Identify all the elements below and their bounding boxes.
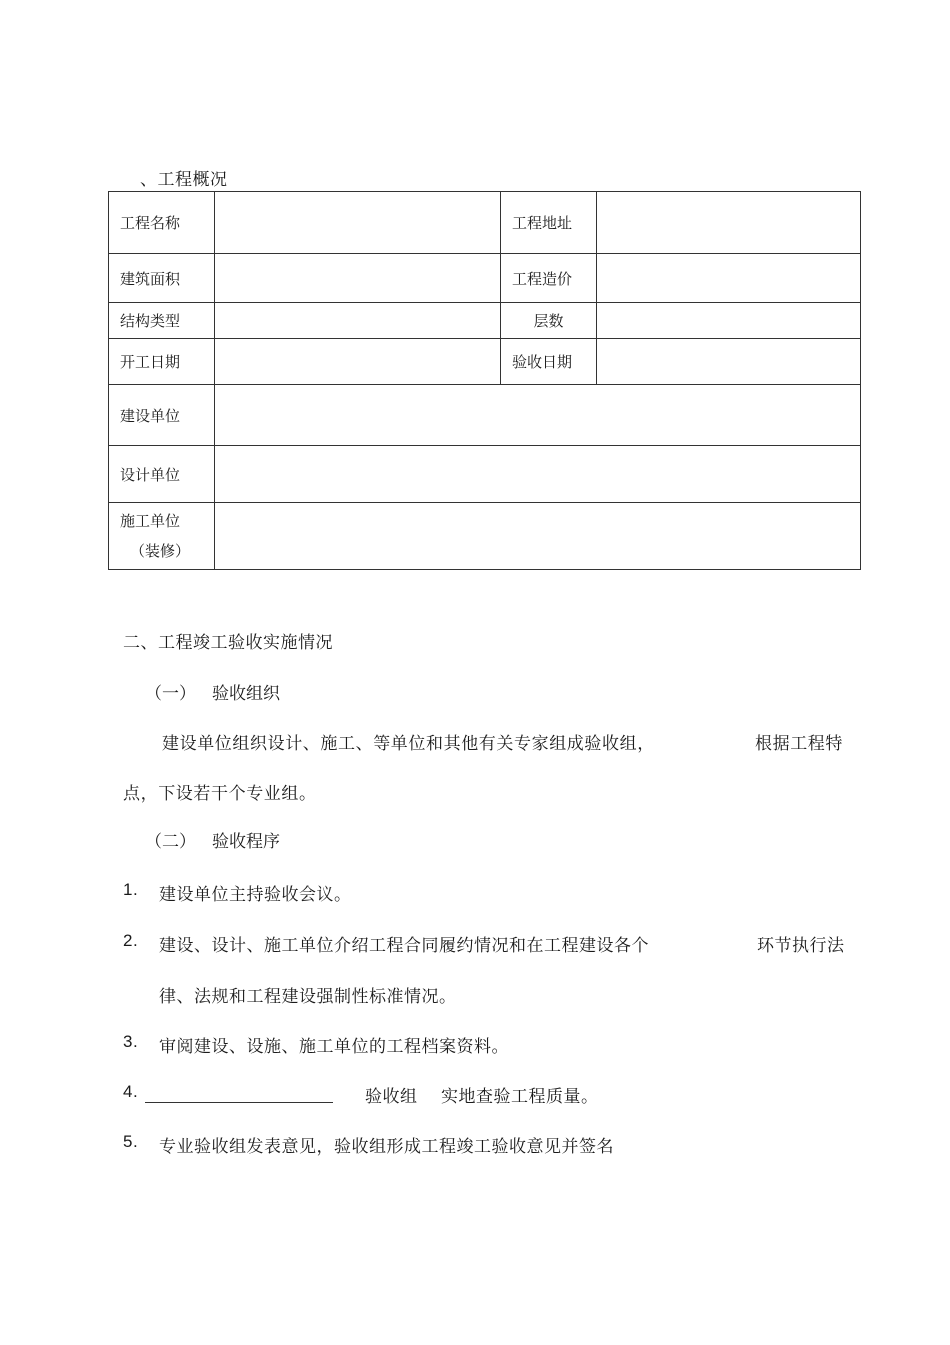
value-start-date[interactable]: [215, 339, 501, 385]
subsection2-number: （二）: [145, 832, 196, 852]
list-item-text: 验收组: [365, 1087, 418, 1107]
list-item-text: 专业验收组发表意见，验收组形成工程竣工验收意见并签名: [159, 1137, 614, 1157]
label-contractor-unit-line1: 施工单位: [120, 512, 181, 530]
subsection1-number: （一）: [145, 684, 196, 704]
list-item-text: 建设、设计、施工单位介绍工程合同履约情况和在工程建设各个: [159, 936, 649, 956]
value-project-name[interactable]: [215, 192, 501, 254]
label-project-address: 工程地址: [501, 192, 597, 254]
label-acceptance-date: 验收日期: [501, 339, 597, 385]
paragraph-organization-part3: 点，下设若干个专业组。: [123, 784, 317, 804]
paragraph-organization-part1: 建设单位组织设计、施工、等单位和其他有关专家组成验收组，: [162, 734, 655, 754]
value-contractor-unit[interactable]: [215, 503, 861, 570]
section1-title: 、工程概况: [140, 170, 228, 190]
list-item-text: 建设单位主持验收会议。: [159, 885, 352, 905]
list-item-number: 2.: [123, 931, 139, 950]
value-project-cost[interactable]: [597, 254, 861, 303]
label-start-date: 开工日期: [109, 339, 215, 385]
subsection2-label: 验收程序: [212, 832, 280, 852]
list-item-text: 实地查验工程质量。: [441, 1087, 599, 1107]
list-item-text: 环节执行法: [757, 936, 845, 956]
list-item-text: 律、法规和工程建设强制性标准情况。: [159, 987, 457, 1007]
table-row: [109, 254, 861, 303]
label-design-unit: 设计单位: [109, 446, 215, 503]
project-overview-table: [108, 191, 861, 570]
section2-title: 二、工程竣工验收实施情况: [123, 633, 333, 653]
table-row: [109, 192, 861, 254]
subsection-acceptance-organization: [145, 679, 280, 704]
subsection1-label: 验收组织: [212, 684, 280, 704]
label-contractor-unit-line2: （装修）: [130, 542, 191, 560]
value-construction-unit[interactable]: [215, 385, 861, 446]
table-row: [109, 503, 861, 570]
label-project-name: 工程名称: [109, 192, 215, 254]
value-project-address[interactable]: [597, 192, 861, 254]
label-structure-type: 结构类型: [109, 303, 215, 339]
paragraph-organization-part2: 根据工程特: [755, 734, 843, 754]
value-floors[interactable]: [597, 303, 861, 339]
label-floors: 层数: [501, 303, 597, 339]
table-row: [109, 446, 861, 503]
label-construction-unit: 建设单位: [109, 385, 215, 446]
list-item-text: 审阅建设、设施、施工单位的工程档案资料。: [159, 1037, 509, 1057]
table-row: [109, 303, 861, 339]
value-structure-type[interactable]: [215, 303, 501, 339]
list-item-number: 1.: [123, 880, 139, 899]
subsection-acceptance-procedure: [145, 827, 280, 852]
value-building-area[interactable]: [215, 254, 501, 303]
list-item-number: 5.: [123, 1132, 139, 1151]
value-acceptance-date[interactable]: [597, 339, 861, 385]
label-contractor-unit: [109, 503, 215, 570]
table-row: [109, 385, 861, 446]
fill-in-blank[interactable]: [145, 1102, 333, 1103]
label-project-cost: 工程造价: [501, 254, 597, 303]
table-row: [109, 339, 861, 385]
list-item-number: 3.: [123, 1032, 139, 1051]
value-design-unit[interactable]: [215, 446, 861, 503]
list-item-number: 4.: [123, 1082, 139, 1101]
label-building-area: 建筑面积: [109, 254, 215, 303]
